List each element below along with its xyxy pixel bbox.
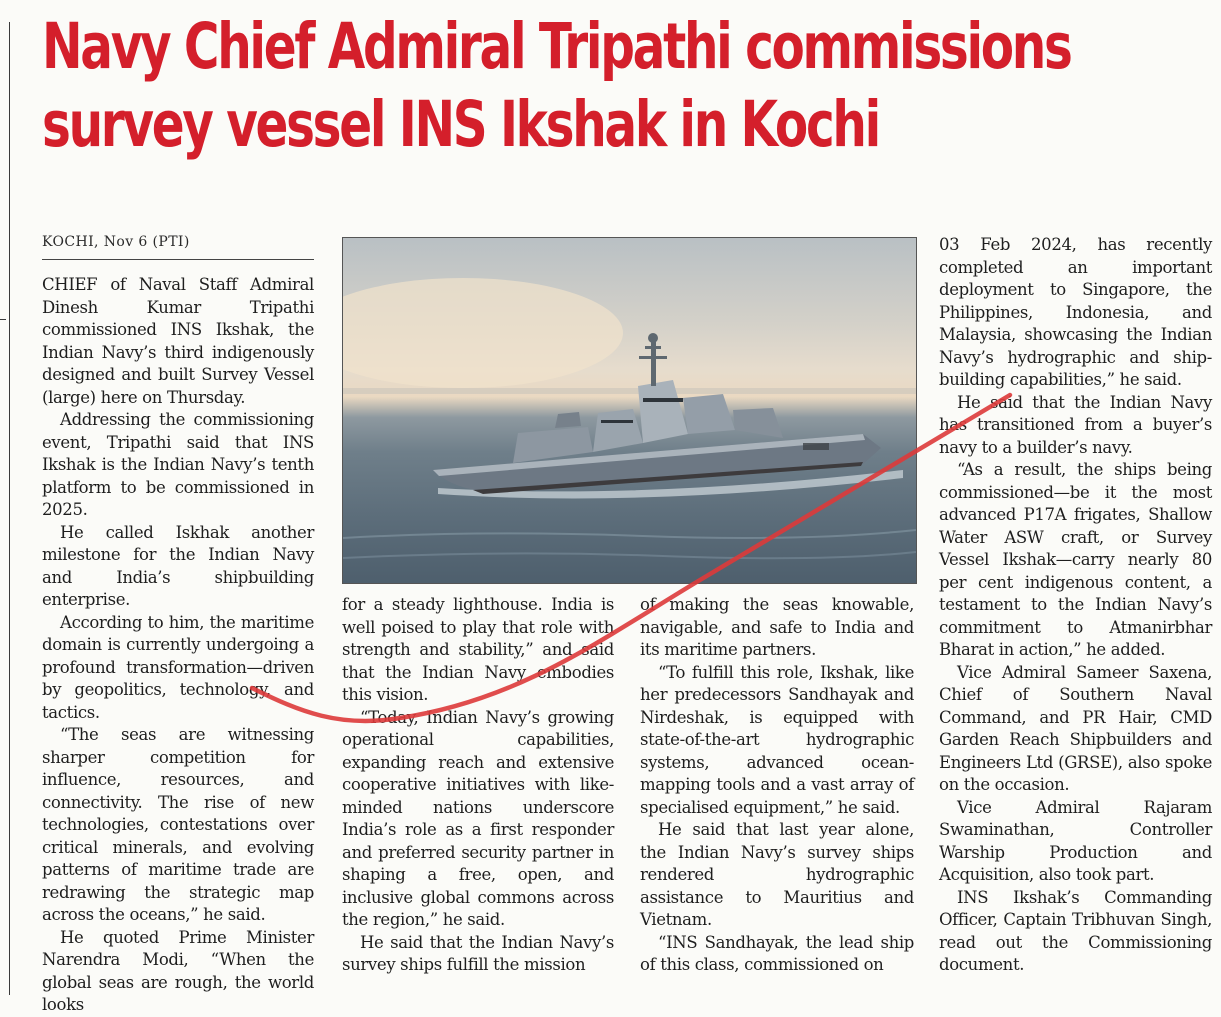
paragraph: “The seas are witnessing sharper competition for influence, resources, and connectivity. The rise of new technologies, contestations over critical minerals, and evolving patterns of maritime trade are redrawing the strategic map across the oceans,” he said. <box>42 725 314 924</box>
headline-line-1: Navy Chief Admiral Tripathi commissions <box>42 10 1071 83</box>
paragraph: INS Ikshak’s Commanding Officer, Captain Tribhuvan Singh, read out the Commissioning document. <box>939 887 1212 974</box>
column-rule-tick <box>0 319 6 320</box>
paragraph: CHIEF of Naval Staff Admiral Dinesh Kumar Tripathi commissioned INS Ikshak, the Indian Navy’s third indigenously designed and built Survey Vessel (large) here on Thursday. <box>42 275 314 407</box>
paragraph: for a steady lighthouse. India is well poised to play that role with strength and stability,” and said that the Indian Navy embodies this vision. <box>342 595 614 704</box>
paragraph: Vice Admiral Sameer Saxena, Chief of Southern Naval Command, and PR Hair, CMD Garden Reach Shipbuilders and Engineers Ltd (GRSE), also spoke on the occasion. <box>939 662 1212 794</box>
navy-ship-photo <box>343 238 916 583</box>
paragraph: of making the seas knowable, navigable, and safe to India and its maritime partners. <box>640 595 914 659</box>
headline-line-2: survey vessel INS Ikshak in Kochi <box>42 88 879 161</box>
paragraph: 03 Feb 2024, has recently completed an important deployment to Singapore, the Philippines, Indonesia, and Malaysia, showcasing the Indian Navy’s hydrographic and ship-building capabilities,” he said. <box>939 235 1212 389</box>
paragraph: “Today, Indian Navy’s growing operational capabilities, expanding reach and extensive cooperative initiatives with like-minded nations underscore India’s role as a first responder and preferred security partner in shaping a free, open, and inclusive global commons across the region,” he said. <box>342 707 614 929</box>
article-column-2 <box>342 594 614 977</box>
headline <box>42 8 1071 164</box>
paragraph: “As a result, the ships being commissioned—be it the most advanced P17A frigates, Shallow Water ASW craft, or Survey Vessel Ikshak—carry nearly 80 per cent indigenous content, a testament to the Indian Navy’s commitment to Atmanirbhar Bharat in action,” he added. <box>939 460 1212 659</box>
paragraph: According to him, the maritime domain is currently undergoing a profound transformation—driven by geopolitics, technology, and tactics. <box>42 612 314 722</box>
paragraph: “To fulfill this role, Ikshak, like her predecessors Sandhayak and Nirdeshak, is equipped with state-of-the-art hydrographic systems, advanced ocean-mapping tools and a vast array of specialised equipment,” he said. <box>640 662 914 817</box>
paragraph: He said that the Indian Navy has transitioned from a buyer’s navy to a builder’s navy. <box>939 392 1212 457</box>
paragraph: He said that the Indian Navy’s survey ships fulfill the mission <box>342 932 614 974</box>
paragraph: He quoted Prime Minister Narendra Modi, “When the global seas are rough, the world looks <box>42 927 314 1014</box>
article-column-3 <box>640 594 914 977</box>
article-column-4 <box>939 234 1212 977</box>
column-rule <box>9 22 10 995</box>
paragraph: He said that last year alone, the Indian Navy’s survey ships rendered hydrographic assistance to Mauritius and Vietnam. <box>640 820 914 929</box>
paragraph: “INS Sandhayak, the lead ship of this class, commissioned on <box>640 932 914 974</box>
dateline: KOCHI, Nov 6 (PTI) <box>42 234 314 260</box>
paragraph: Vice Admiral Rajaram Swaminathan, Controller Warship Production and Acquisition, also took part. <box>939 797 1212 884</box>
article-column-1 <box>42 274 314 1017</box>
paragraph: Addressing the commissioning event, Tripathi said that INS Ikshak is the Indian Navy’s tenth platform to be commissioned in 2025. <box>42 410 314 519</box>
ship-photo <box>342 237 917 584</box>
paragraph: He called Iskhak another milestone for the Indian Navy and India’s shipbuilding enterprise. <box>42 522 314 609</box>
